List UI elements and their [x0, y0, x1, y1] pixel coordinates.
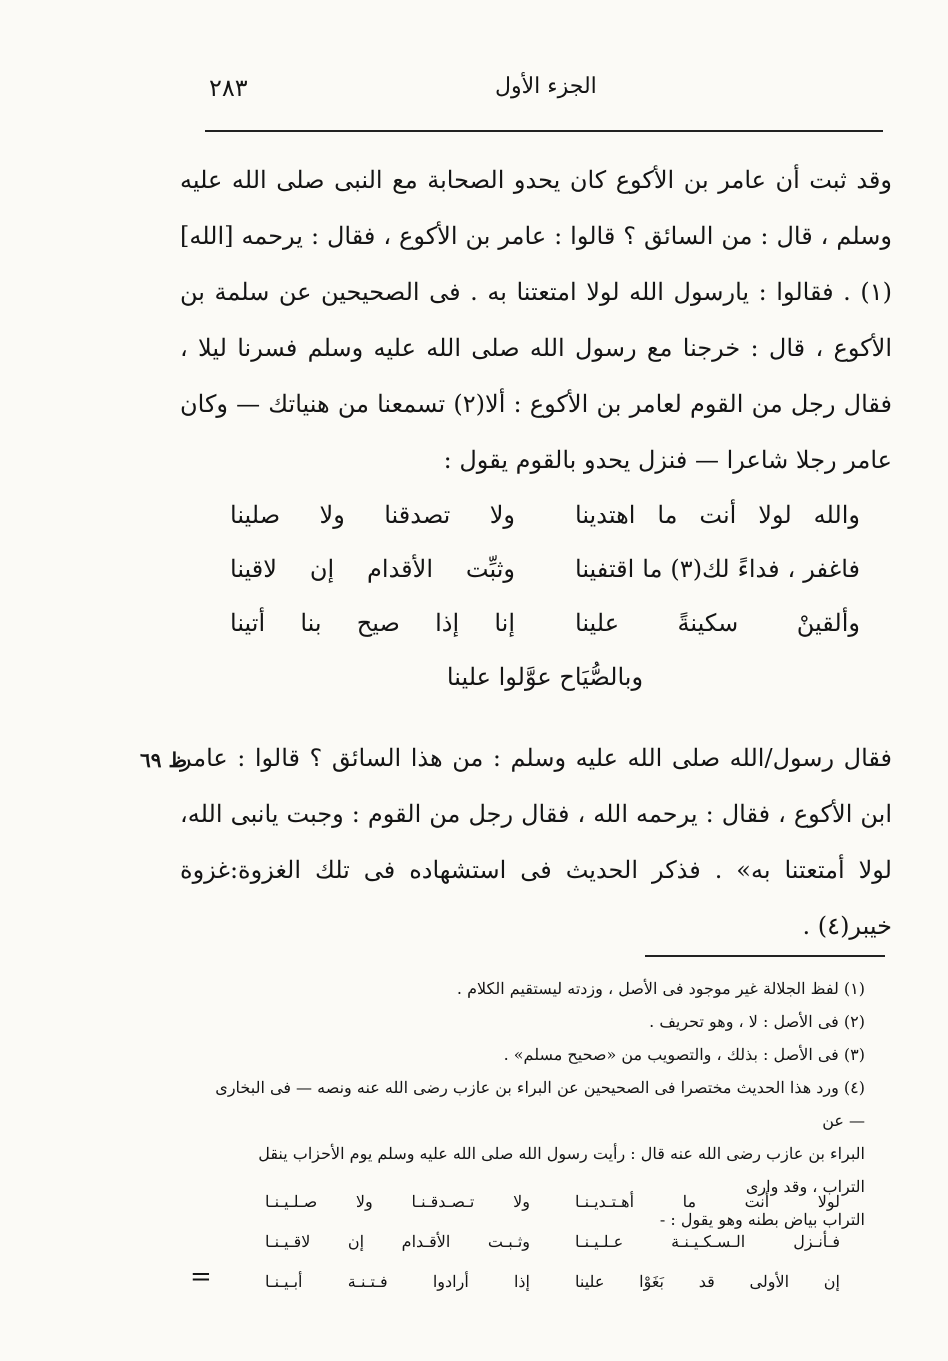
manuscript-folio-note: ظ ٦٩ — [140, 748, 187, 772]
poem — [230, 488, 860, 710]
footnote-4-line-3: التراب بياض بطنه وهو يقول : - — [659, 1210, 865, 1229]
verse-3-first-hemistich: وألقينْ سكينةً علينا — [575, 609, 860, 637]
page-number: ٢٨٣ — [209, 74, 248, 102]
footnote-3: (٣) فى الأصل : بذلك ، والتصويب من «صحيح مسلم» . — [503, 1045, 865, 1064]
footnote-1: (١) لفظ الجلالة غير موجود فى الأصل ، وزدته ليستقيم الكلام . — [456, 979, 865, 998]
verse-2-second-hemistich: وثبِّت الأقدام إن لاقينا — [230, 555, 515, 583]
running-title: الجزء الأول — [495, 74, 597, 99]
footnote-poem-verse-2 — [265, 1222, 840, 1262]
fn-verse-3-second-hemistich: إذا أرادوا فـتـنـة أبـيـنـا — [265, 1272, 530, 1291]
running-head — [205, 70, 885, 110]
fn-verse-1-first-hemistich: لولا أنت ما أهـتـديـنـا — [575, 1192, 840, 1211]
verse-1-second-hemistich: ولا تصدقنا ولا صلينا — [230, 501, 515, 529]
poem-verse-2 — [230, 542, 860, 596]
paragraph-2: فقال رسول/الله صلى الله عليه وسلم : من هذا السائق ؟ قالوا : عامر ابن الأكوع ، فقال : يرحمه الله ، فقال رجل من القوم : وجبت يانبى الله، لولا أمتعتنا به» . فذكر الحديث فى استشهاده فى تلك الغزوة:غزوة خيبر(٤) . — [180, 744, 892, 940]
footnote-poem-verse-1 — [265, 1182, 840, 1222]
header-rule — [205, 130, 883, 132]
footnote-poem-verse-3 — [265, 1262, 840, 1302]
fn-verse-2-second-hemistich: وثـبـت الأقـدام إن لاقـيـنـا — [265, 1232, 530, 1251]
footnote-4-line-1: (٤) ورد هذا الحديث مختصرا فى الصحيحين عن البراء بن عازب رضى الله عنه ونصه — فى البخارى — عن — [215, 1078, 865, 1130]
fn-verse-1-second-hemistich: ولا تـصـدقـنـا ولا صـلـيـنـا — [265, 1192, 530, 1211]
footnote-rule — [645, 955, 885, 957]
continuation-mark: = — [190, 1262, 212, 1292]
footnote-poem — [265, 1182, 840, 1302]
fn-verse-2-first-hemistich: فـأنـزل الـسـكـيـنـة عـلـيـنـا — [575, 1232, 840, 1251]
poem-verse-3 — [230, 596, 860, 650]
poem-closing-line: وبالصُّيَاح عوَّلوا علينا — [446, 663, 644, 691]
verse-3-second-hemistich: إنا إذا صيح بنا أتينا — [230, 609, 515, 637]
main-text-continued — [180, 730, 892, 954]
paragraph-1: وقد ثبت أن عامر بن الأكوع كان يحدو الصحابة مع النبى صلى الله عليه وسلم ، قال : من السائق ؟ قالوا : عامر بن الأكوع ، فقال : يرحمه [الله](١) . فقالوا : يارسول الله لولا امتعتنا به . فى الصحيحين عن سلمة بن الأكوع ، قال : خرجنا مع رسول الله صلى الله عليه وسلم فسرنا ليلا ، فقال رجل من القوم لعامر بن الأكوع : ألا(٢) تسمعنا من هنياتك — وكان عامر رجلا شاعرا — فنزل يحدو بالقوم يقول : — [180, 166, 893, 474]
verse-2-first-hemistich: فاغفر ، فداءً لك(٣) ما اقتفينا — [575, 555, 860, 583]
footnote-4-line-2: البراء بن عازب رضى الله عنه قال : رأيت رسول الله صلى الله عليه وسلم يوم الأحزاب ينقل التراب ، وقد وارى — [258, 1144, 865, 1196]
verse-1-first-hemistich: والله لولا أنت ما اهتدينا — [575, 501, 860, 529]
fn-verse-3-first-hemistich: إن الأولى قد بَغَوْا علينا — [575, 1272, 840, 1291]
footnote-2: (٢) فى الأصل : لا ، وهو تحريف . — [649, 1012, 865, 1031]
poem-verse-1 — [230, 488, 860, 542]
main-text — [180, 152, 892, 488]
